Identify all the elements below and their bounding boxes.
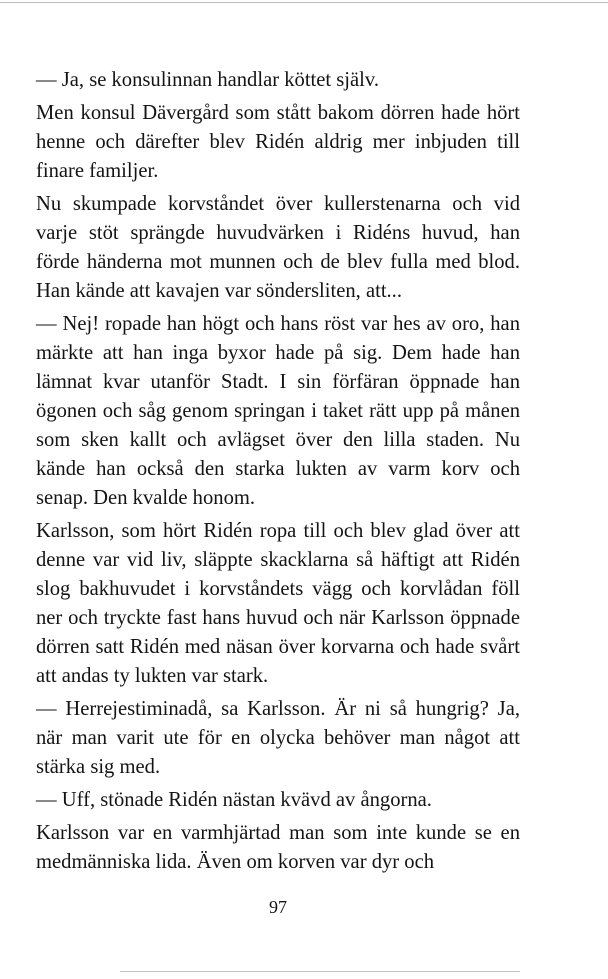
paragraph-1: — Ja, se konsulinnan handlar köttet själv.: [36, 69, 379, 91]
paragraph-4: — Nej! ropade han högt och hans röst var hes av oro, han märkte att han inga byxor hade på sig. Dem hade han lämnat kvar utanför Stadt. I sin förfäran öppnade han ögonen och såg genom springan i taket rätt upp på månen som sken kallt och avlägset över den lilla staden. Nu kände han också den starka lukten av varm korv och senap. Den kvalde honom.: [36, 313, 520, 509]
paragraph-5: Karlsson, som hört Ridén ropa till och blev glad över att denne var vid liv, släppte skacklarna så häftigt att Ridén slog bakhuvudet i korvståndets vägg och korvlådan föll ner och tryckte fast hans huvud och när Karlsson öppnade dörren satt Ridén med näsan över korvarna och hade svårt att andas ty lukten var stark.: [36, 520, 520, 687]
paragraph-2: Men konsul Dävergård som stått bakom dörren hade hört henne och därefter blev Ridén aldrig mer inbjuden till finare familjer.: [36, 102, 520, 182]
top-page-edge: [0, 2, 608, 3]
bottom-page-edge: [120, 971, 520, 972]
paragraph-8: Karlsson var en varmhjärtad man som inte kunde se en medmänniska lida. Även om korven var dyr och: [36, 822, 520, 873]
paragraph-7: — Uff, stönade Ridén nästan kvävd av ångorna.: [36, 789, 432, 811]
paragraph-3: Nu skumpade korvståndet över kullerstenarna och vid varje stöt sprängde huvudvärken i Ridéns huvud, han förde händerna mot munnen och de blev fulla med blod. Han kände att kavajen var söndersliten, att...: [36, 193, 520, 302]
page-number: 97: [269, 897, 287, 917]
page-body-text: [36, 66, 520, 881]
paragraph-6: — Herrejestiminadå, sa Karlsson. Är ni så hungrig? Ja, när man varit ute för en olycka behöver man något att stärka sig med.: [36, 698, 520, 778]
